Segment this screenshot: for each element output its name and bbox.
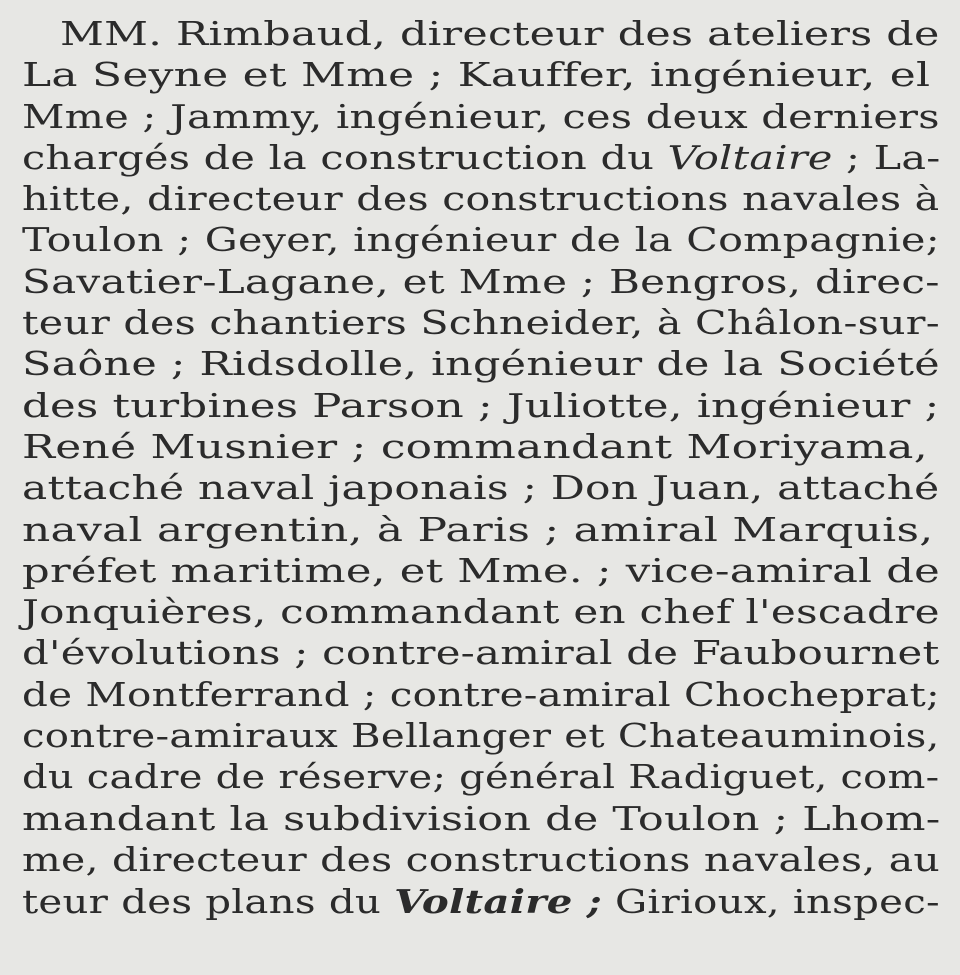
- line-text: Girioux, inspec-: [601, 883, 940, 922]
- article-line: [22, 262, 940, 303]
- line-text: contre-amiraux Bellanger et Chateauminois,: [22, 717, 940, 756]
- ship-name-text: Voltaire: [667, 138, 833, 177]
- article-line: [22, 551, 940, 592]
- line-text: MM. Rimbaud, directeur des ateliers de: [60, 15, 940, 53]
- article-line: [22, 510, 933, 551]
- article-line: [22, 386, 940, 427]
- line-text: teur des chantiers Schneider, à Châlon-sur-: [22, 304, 940, 343]
- line-text: Savatier-Lagane, et Mme ; Bengros, direc-: [22, 262, 940, 301]
- article-line: [22, 675, 940, 716]
- line-text: naval argentin, à Paris ; amiral Marquis,: [22, 510, 934, 549]
- article-line: [22, 881, 940, 922]
- article-line: [22, 633, 940, 674]
- article-line: [22, 757, 939, 798]
- line-text: hitte, directeur des constructions navales à: [22, 180, 940, 219]
- ship-name-text: Voltaire ;: [394, 882, 602, 922]
- line-text: Jonquières, commandant en chef l'escadre: [22, 593, 940, 632]
- line-text: des turbines Parson ; Juliotte, ingénieur ;: [22, 386, 940, 425]
- article-line: [22, 799, 941, 840]
- line-text: d'évolutions ; contre-amiral de Faubournet: [22, 634, 940, 673]
- line-text: me, directeur des constructions navales, au: [22, 840, 941, 879]
- article-line: [22, 97, 940, 138]
- line-text: teur des plans du: [22, 883, 395, 922]
- article-line: [22, 179, 939, 220]
- article-line: [22, 592, 940, 633]
- line-text: Saône ; Ridsdolle, ingénieur de la Société: [22, 345, 940, 384]
- line-text: mandant la subdivision de Toulon ; Lhom-: [22, 799, 941, 838]
- line-text: La Seyne et Mme ; Kauffer, ingénieur, el: [22, 56, 931, 95]
- line-text: préfet maritime, et Mme. ; vice-amiral de: [22, 551, 941, 590]
- article-line: [22, 840, 940, 881]
- line-text: ; La-: [832, 138, 941, 177]
- line-text: attaché naval japonais ; Don Juan, attaché: [22, 469, 940, 508]
- article-line: [22, 303, 940, 344]
- article-line: [22, 138, 941, 179]
- line-text: Mme ; Jammy, ingénieur, ces deux derniers: [22, 97, 940, 136]
- line-text: René Musnier ; commandant Moriyama,: [22, 427, 928, 466]
- article-line: [22, 468, 939, 509]
- article-text-block: [22, 14, 942, 923]
- article-line: [22, 716, 940, 757]
- article-line: [22, 55, 930, 96]
- line-text: du cadre de réserve; général Radiguet, com-: [22, 758, 940, 797]
- line-text: de Montferrand ; contre-amiral Chocheprat;: [22, 675, 940, 714]
- article-line: [22, 427, 928, 468]
- article-line: [10, 14, 940, 55]
- line-text: chargés de la construction du: [22, 138, 668, 177]
- article-line: [22, 344, 940, 385]
- article-line: [22, 220, 940, 261]
- line-text: Toulon ; Geyer, ingénieur de la Compagnie;: [22, 221, 940, 260]
